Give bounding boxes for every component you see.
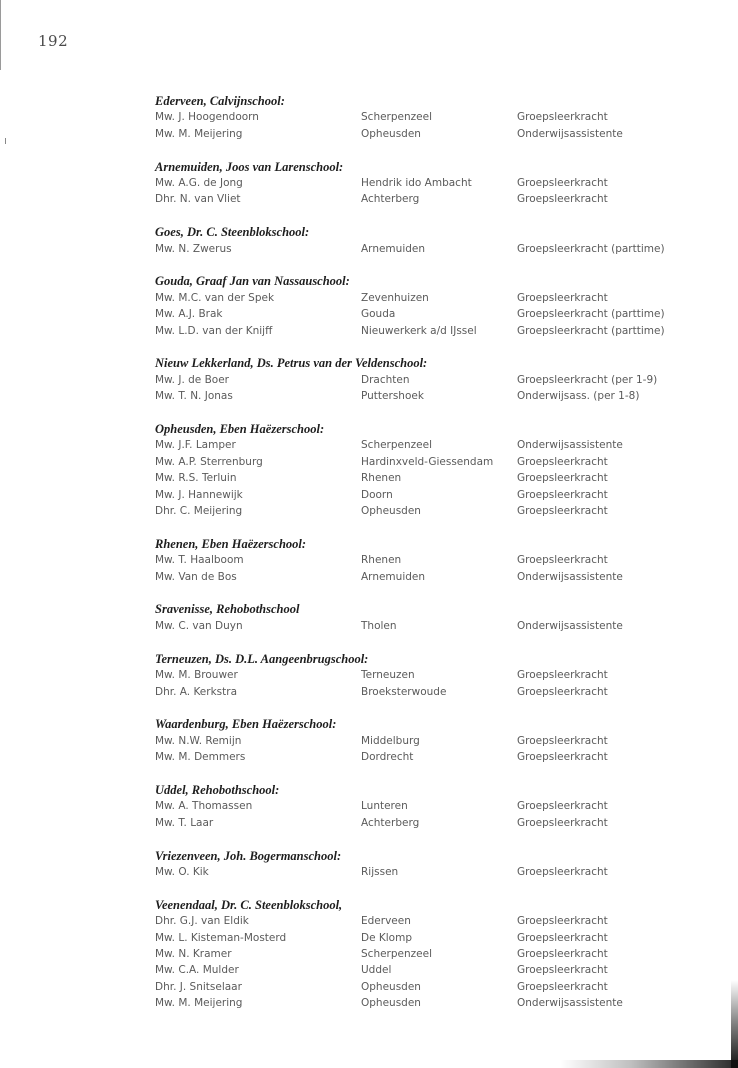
staff-row [155,126,715,142]
staff-name: Dhr. N. van Vliet [155,193,241,206]
school-heading: Ederveen, Calvijnschool: [155,94,285,108]
staff-place: Scherpenzeel [361,439,432,452]
staff-row [155,323,715,339]
school-heading: Gouda, Graaf Jan van Nassauschool: [155,274,350,289]
school-heading: Sravenisse, Rehobothschool [155,602,300,617]
staff-name: Mw. C. van Duyn [155,619,243,632]
staff-place: Rhenen [361,472,402,485]
staff-role: Groepsleerkracht [517,816,608,829]
staff-row [155,569,715,585]
staff-row [155,388,715,404]
staff-role: Groepsleerkracht [517,964,608,977]
staff-name: Mw. A.J. Brak [155,308,223,321]
staff-role: Groepsleerkracht [517,751,608,764]
staff-name: Mw. L.D. van der Knijff [155,324,273,337]
school-heading: Goes, Dr. C. Steenblokschool: [155,225,310,240]
staff-place: Hardinxveld-Giessendam [361,455,494,468]
staff-place: Opheusden [361,505,421,518]
school-section [155,848,715,881]
staff-name: Mw. A. Thomassen [155,800,253,813]
staff-name: Mw. M. Meijering [155,127,243,140]
school-section [155,651,715,700]
staff-name: Mw. M.C. van der Spek [155,291,275,304]
staff-row [155,191,715,207]
staff-row [155,864,715,880]
staff-name: Mw. A.P. Sterrenburg [155,455,263,468]
staff-row [155,962,715,978]
staff-role: Onderwijsassistente [517,570,623,583]
staff-name: Mw. N.W. Remijn [155,734,242,747]
staff-name: Dhr. C. Meijering [155,505,243,518]
staff-name: Mw. O. Kik [155,865,209,878]
staff-role: Groepsleerkracht (parttime) [517,308,665,321]
staff-row [155,437,715,453]
staff-row [155,667,715,683]
school-section [155,536,715,585]
school-heading: Veenendaal, Dr. C. Steenblokschool, [155,897,343,912]
staff-place: Achterberg [361,193,420,206]
staff-name: Mw. M. Demmers [155,751,246,764]
staff-row [155,749,715,765]
staff-role: Groepsleerkracht [517,472,608,485]
staff-row [155,733,715,749]
staff-role: Groepsleerkracht [517,488,608,501]
staff-row [155,930,715,946]
school-section [155,601,715,634]
staff-role: Groepsleerkracht [517,291,608,304]
staff-name: Dhr. G.J. van Eldik [155,915,249,928]
staff-row [155,454,715,470]
staff-place: Achterberg [361,816,420,829]
staff-role: Groepsleerkracht [517,734,608,747]
staff-role: Groepsleerkracht [517,669,608,682]
staff-place: Uddel [361,964,392,977]
staff-place: Hendrik ido Ambacht [361,177,472,190]
staff-role: Groepsleerkracht [517,947,608,960]
staff-name: Mw. M. Brouwer [155,669,238,682]
school-heading: Rhenen, Eben Haëzerschool: [155,536,307,551]
staff-place: Broeksterwoude [361,685,447,698]
staff-place: Arnemuiden [361,242,426,255]
staff-name: Mw. N. Kramer [155,947,232,960]
staff-name: Dhr. J. Snitselaar [155,980,242,993]
staff-name: Mw. J.F. Lamper [155,439,236,452]
staff-place: Middelburg [361,734,420,747]
staff-role: Onderwijsassistente [517,439,623,452]
scan-shadow-bottom [560,1060,738,1068]
school-heading: Opheusden, Eben Haëzerschool: [155,422,325,437]
staff-row [155,684,715,700]
staff-place: Lunteren [361,800,408,813]
staff-place: Puttershoek [361,390,424,403]
staff-place: Dordrecht [361,751,414,764]
staff-row [155,109,715,125]
staff-role: Onderwijsassistente [517,127,623,140]
page-edge-line [0,0,1,70]
staff-place: Arnemuiden [361,570,426,583]
staff-row [155,241,715,257]
staff-place: Drachten [361,373,410,386]
staff-row [155,306,715,322]
school-section [155,782,715,831]
school-heading: Waardenburg, Eben Haëzerschool: [155,717,337,732]
staff-row [155,503,715,519]
staff-row [155,995,715,1011]
margin-mark [5,138,6,144]
school-section [155,224,715,257]
school-section [155,159,715,208]
staff-name: Mw. T. N. Jonas [155,390,233,403]
staff-role: Groepsleerkracht [517,505,608,518]
staff-row [155,979,715,995]
staff-role: Groepsleerkracht [517,915,608,928]
staff-role: Onderwijsassistente [517,997,623,1010]
staff-row [155,798,715,814]
staff-role: Groepsleerkracht [517,554,608,567]
staff-list [155,93,715,1028]
staff-name: Mw. T. Laar [155,816,214,829]
page-number: 192 [38,32,69,50]
staff-row [155,372,715,388]
school-heading: Nieuw Lekkerland, Ds. Petrus van der Veldenschool: [155,356,428,371]
staff-name: Mw. R.S. Terluin [155,472,237,485]
staff-place: Opheusden [361,980,421,993]
staff-row [155,618,715,634]
staff-role: Groepsleerkracht (parttime) [517,324,665,337]
staff-name: Mw. Van de Bos [155,570,237,583]
staff-role: Groepsleerkracht [517,193,608,206]
school-heading: Terneuzen, Ds. D.L. Aangeenbrugschool: [155,651,369,666]
staff-place: Scherpenzeel [361,111,432,124]
staff-name: Mw. M. Meijering [155,997,243,1010]
staff-place: Rijssen [361,865,399,878]
staff-row [155,175,715,191]
staff-place: Nieuwerkerk a/d IJssel [361,324,477,337]
staff-row [155,290,715,306]
staff-name: Dhr. A. Kerkstra [155,685,238,698]
staff-place: Ederveen [361,915,411,928]
staff-place: Opheusden [361,127,421,140]
staff-role: Groepsleerkracht (per 1-9) [517,373,658,386]
staff-role: Groepsleerkracht [517,800,608,813]
staff-role: Onderwijsass. (per 1-8) [517,390,640,403]
staff-place: Opheusden [361,997,421,1010]
staff-name: Mw. C.A. Mulder [155,964,239,977]
staff-place: Scherpenzeel [361,947,432,960]
staff-row [155,470,715,486]
school-section [155,897,715,1012]
staff-role: Groepsleerkracht (parttime) [517,242,665,255]
staff-role: Groepsleerkracht [517,177,608,190]
staff-row [155,815,715,831]
staff-place: Gouda [361,308,396,321]
school-section [155,273,715,339]
school-heading: Uddel, Rehobothschool: [155,782,280,797]
staff-name: Mw. T. Haalboom [155,554,244,567]
staff-row [155,552,715,568]
staff-row [155,946,715,962]
staff-name: Mw. J. de Boer [155,373,229,386]
staff-place: Terneuzen [361,669,415,682]
staff-role: Groepsleerkracht [517,685,608,698]
staff-place: De Klomp [361,931,413,944]
staff-role: Groepsleerkracht [517,455,608,468]
school-section [155,93,715,142]
staff-place: Tholen [361,619,397,632]
staff-name: Mw. J. Hoogendoorn [155,111,259,124]
school-heading: Vriezenveen, Joh. Bogermanschool: [155,848,342,863]
staff-name: Mw. N. Zwerus [155,242,232,255]
staff-name: Mw. A.G. de Jong [155,177,243,190]
school-section [155,716,715,765]
staff-role: Groepsleerkracht [517,980,608,993]
staff-role: Groepsleerkracht [517,111,608,124]
scan-shadow-right [731,980,738,1068]
school-section [155,355,715,404]
staff-role: Groepsleerkracht [517,865,608,878]
staff-row [155,487,715,503]
school-heading: Arnemuiden, Joos van Larenschool: [155,159,344,174]
staff-name: Mw. J. Hannewijk [155,488,243,501]
staff-place: Rhenen [361,554,402,567]
staff-row [155,913,715,929]
staff-place: Doorn [361,488,393,501]
staff-name: Mw. L. Kisteman-Mosterd [155,931,287,944]
staff-place: Zevenhuizen [361,291,429,304]
school-section [155,421,715,519]
staff-role: Groepsleerkracht [517,931,608,944]
staff-role: Onderwijsassistente [517,619,623,632]
